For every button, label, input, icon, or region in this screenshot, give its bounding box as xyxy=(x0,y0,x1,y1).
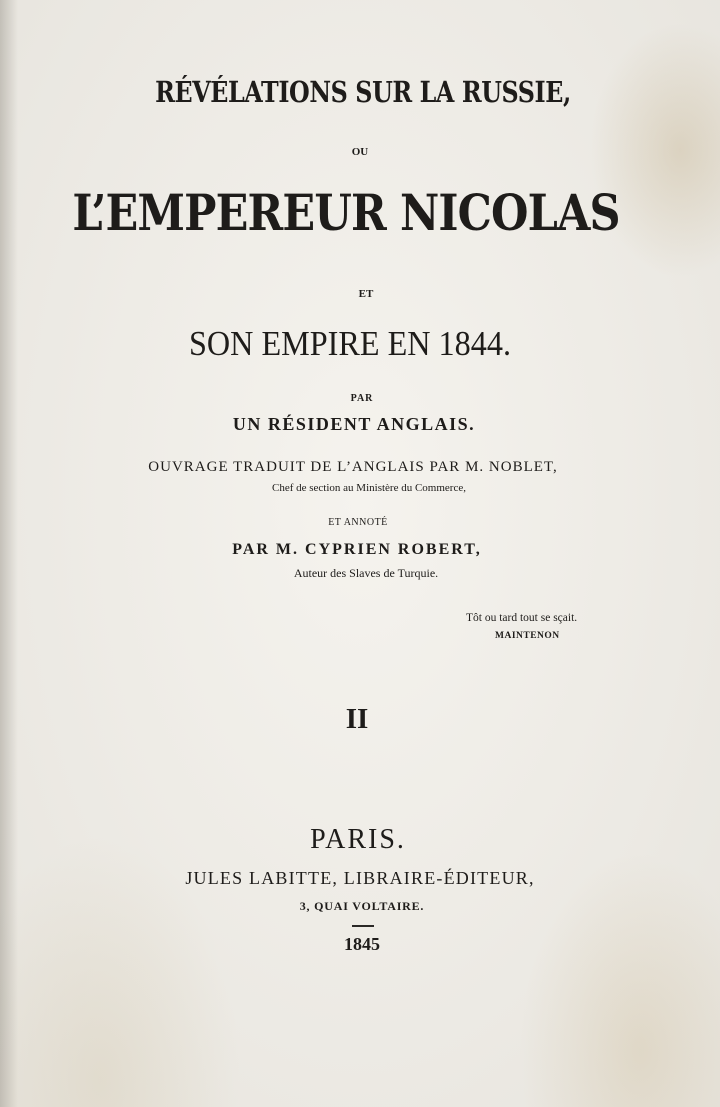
annotator-role: Auteur des Slaves de Turquie. xyxy=(293,566,439,580)
by-label: PAR xyxy=(350,393,374,404)
conjunction-et: ET xyxy=(358,288,374,300)
title-line-2: L’EMPEREUR NICOLAS xyxy=(72,183,620,242)
title-line-1: RÉVÉLATIONS SUR LA RUSSIE, xyxy=(155,75,571,109)
annotator: PAR M. CYPRIEN ROBERT, xyxy=(232,541,482,558)
conjunction-ou: OU xyxy=(351,146,369,158)
title-line-3: SON EMPIRE EN 1844. xyxy=(188,324,512,363)
imprint-year: 1845 xyxy=(344,934,380,954)
author: UN RÉSIDENT ANGLAIS. xyxy=(232,414,476,434)
imprint-address: 3, QUAI VOLTAIRE. xyxy=(299,899,425,913)
epigraph-author: MAINTENON xyxy=(495,631,560,641)
epigraph: Tôt ou tard tout se sçait. xyxy=(466,612,578,624)
annotated-label: ET ANNOTÉ xyxy=(328,517,388,528)
translation-note: OUVRAGE TRADUIT DE L’ANGLAIS PAR M. NOBLET, xyxy=(148,459,558,475)
imprint-publisher: JULES LABITTE, LIBRAIRE-ÉDITEUR, xyxy=(185,868,535,888)
imprint-city: PARIS. xyxy=(310,824,406,855)
imprint-rule xyxy=(352,925,374,927)
translator-role: Chef de section au Ministère du Commerce, xyxy=(272,482,466,494)
volume-number: II xyxy=(345,703,369,735)
